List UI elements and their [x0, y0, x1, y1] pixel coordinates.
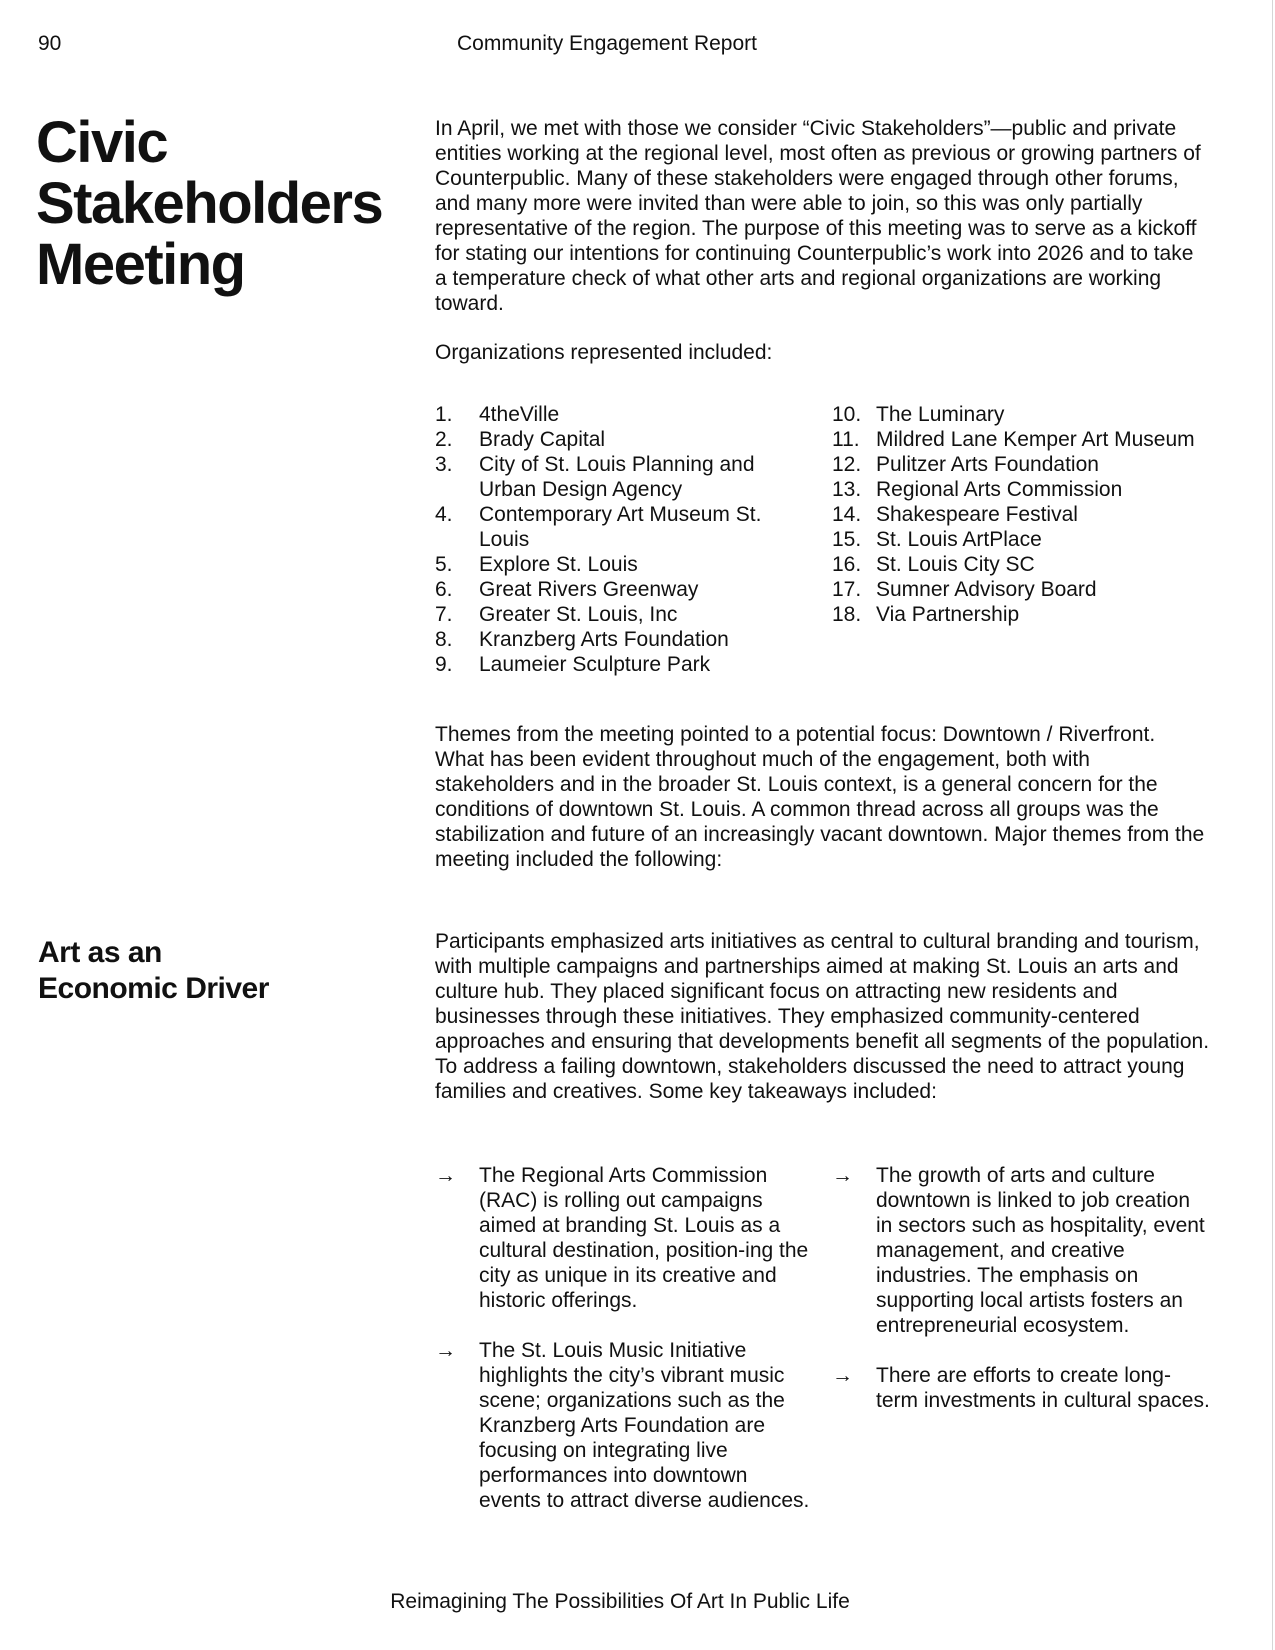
arrow-right-icon: → [832, 1164, 853, 1187]
list-item-number: 7. [435, 603, 453, 626]
arrow-right-icon: → [832, 1364, 853, 1387]
running-header: Community Engagement Report [457, 32, 757, 55]
list-item-label: St. Louis City SC [876, 553, 1035, 576]
organizations-column-left [435, 402, 815, 677]
list-item-label: The Luminary [876, 403, 1005, 426]
list-item-number: 18. [832, 603, 862, 626]
list-item-number: 4. [435, 503, 453, 526]
list-item-label: Explore St. Louis [479, 553, 638, 576]
list-item-text: The growth of arts and culture downtown is linked to job creation in sectors such as hospitality, event management, and creative industries. The emphasis on supporting local artists fosters an entrepreneurial ecosystem. [876, 1164, 1205, 1337]
list-item-number: 6. [435, 578, 453, 601]
page-number: 90 [38, 32, 62, 55]
list-item-label: City of St. Louis Planning and Urban Design Agency [479, 453, 755, 501]
list-item-label: Via Partnership [876, 603, 1020, 626]
list-item-label: 4theVille [479, 403, 560, 426]
list-item [435, 627, 815, 652]
list-item-label: Mildred Lane Kemper Art Museum [876, 428, 1195, 451]
list-item-number: 16. [832, 553, 862, 576]
list-item [832, 552, 1212, 577]
organizations-column-right [832, 402, 1212, 627]
section-heading-line: Economic Driver [38, 972, 269, 1005]
list-item-number: 13. [832, 478, 862, 501]
page-title-line: Meeting [36, 232, 245, 297]
list-item-label: Contemporary Art Museum St. Louis [479, 503, 762, 551]
list-item-text: The St. Louis Music Initiative highlights the city’s vibrant music scene; organizations such as the Kranzberg Arts Foundation are focusing on integrating live performances into downtown events to attract diverse audiences. [479, 1339, 810, 1512]
section-body-text: Participants emphasized arts initiatives as central to cultural branding and tourism, with multiple campaigns and partnerships aimed at making St. Louis an arts and culture hub. They placed significant focus on attracting new residents and businesses through these initiatives. They emphasized community-centered approaches and ensuring that developments benefit all segments of the population. To address a failing downtown, stakeholders discussed the need to attract young families and creatives. Some key takeaways included: [435, 930, 1210, 1103]
list-item [832, 527, 1212, 552]
list-item [435, 577, 815, 602]
list-item-label: St. Louis ArtPlace [876, 528, 1042, 551]
list-item-label: Regional Arts Commission [876, 478, 1123, 501]
intro-text: In April, we met with those we consider “Civic Stakeholders”—public and private entities working at the regional level, most often as previous or growing partners of Counterpublic. Many of these stakeholders were engaged through other forums, and many more were invited than were able to join, so this was only partially representative of the region. The purpose of this meeting was to serve as a kickoff for stating our intentions for continuing Counterpublic’s work into 2026 and to take a temperature check of what other arts and regional organizations are working toward. [435, 117, 1201, 315]
list-item-number: 1. [435, 403, 453, 426]
takeaways-column-right [832, 1163, 1212, 1438]
list-item-label: Pulitzer Arts Foundation [876, 453, 1099, 476]
themes-text: Themes from the meeting pointed to a potential focus: Downtown / Riverfront. What has been evident throughout much of the engagement, both with stakeholders and in the broader St. Louis context, is a general concern for the conditions of downtown St. Louis. A common thread across all groups was the stabilization and future of an increasingly vacant downtown. Major themes from the meeting included the following: [435, 723, 1205, 871]
page-footer: Reimagining The Possibilities Of Art In Public Life [390, 1590, 850, 1613]
list-item [435, 652, 815, 677]
list-item-number: 10. [832, 403, 862, 426]
takeaways-column-left [435, 1163, 815, 1538]
arrow-right-icon: → [435, 1339, 456, 1362]
list-item [435, 602, 815, 627]
list-item-number: 3. [435, 453, 453, 476]
list-item-number: 14. [832, 503, 862, 526]
arrow-right-icon: → [435, 1164, 456, 1187]
page-title-line: Stakeholders [36, 171, 383, 236]
themes-paragraph [435, 722, 1210, 872]
list-item [435, 402, 815, 427]
list-item-label: Greater St. Louis, Inc [479, 603, 678, 626]
list-item [832, 577, 1212, 602]
list-item [832, 402, 1212, 427]
page-title-line: Civic [36, 110, 168, 175]
intro-paragraph [435, 116, 1210, 316]
list-item [435, 502, 815, 552]
section-body [435, 929, 1210, 1104]
organizations-label-text: Organizations represented included: [435, 341, 773, 364]
list-item-text: The Regional Arts Commission (RAC) is rolling out campaigns aimed at branding St. Louis as a cultural destination, position-ing the city as unique in its creative and historic offerings. [479, 1164, 809, 1312]
list-item-label: Kranzberg Arts Foundation [479, 628, 729, 651]
list-item [435, 1338, 815, 1513]
section-heading [38, 935, 269, 1007]
list-item [832, 452, 1212, 477]
list-item-number: 11. [832, 428, 860, 451]
list-item [435, 1163, 815, 1313]
list-item [832, 1163, 1212, 1338]
list-item-label: Laumeier Sculpture Park [479, 653, 711, 676]
list-item [832, 602, 1212, 627]
list-item-number: 5. [435, 553, 453, 576]
list-item [435, 552, 815, 577]
list-item-number: 9. [435, 653, 453, 676]
list-item [435, 427, 815, 452]
list-item-text: There are efforts to create long-term investments in cultural spaces. [876, 1364, 1210, 1412]
list-item-label: Great Rivers Greenway [479, 578, 699, 601]
list-item [832, 477, 1212, 502]
list-item-number: 15. [832, 528, 862, 551]
list-item-number: 8. [435, 628, 453, 651]
list-item [832, 502, 1212, 527]
list-item [832, 427, 1212, 452]
section-heading-line: Art as an [38, 936, 162, 969]
list-item-label: Brady Capital [479, 428, 606, 451]
page-title [36, 112, 382, 295]
list-item [435, 452, 815, 502]
list-item-number: 17. [832, 578, 862, 601]
list-item [832, 1363, 1212, 1413]
list-item-number: 2. [435, 428, 453, 451]
organizations-label [435, 340, 1210, 365]
list-item-label: Sumner Advisory Board [876, 578, 1097, 601]
page-edge-divider [1272, 0, 1273, 1650]
list-item-number: 12. [832, 453, 862, 476]
list-item-label: Shakespeare Festival [876, 503, 1078, 526]
